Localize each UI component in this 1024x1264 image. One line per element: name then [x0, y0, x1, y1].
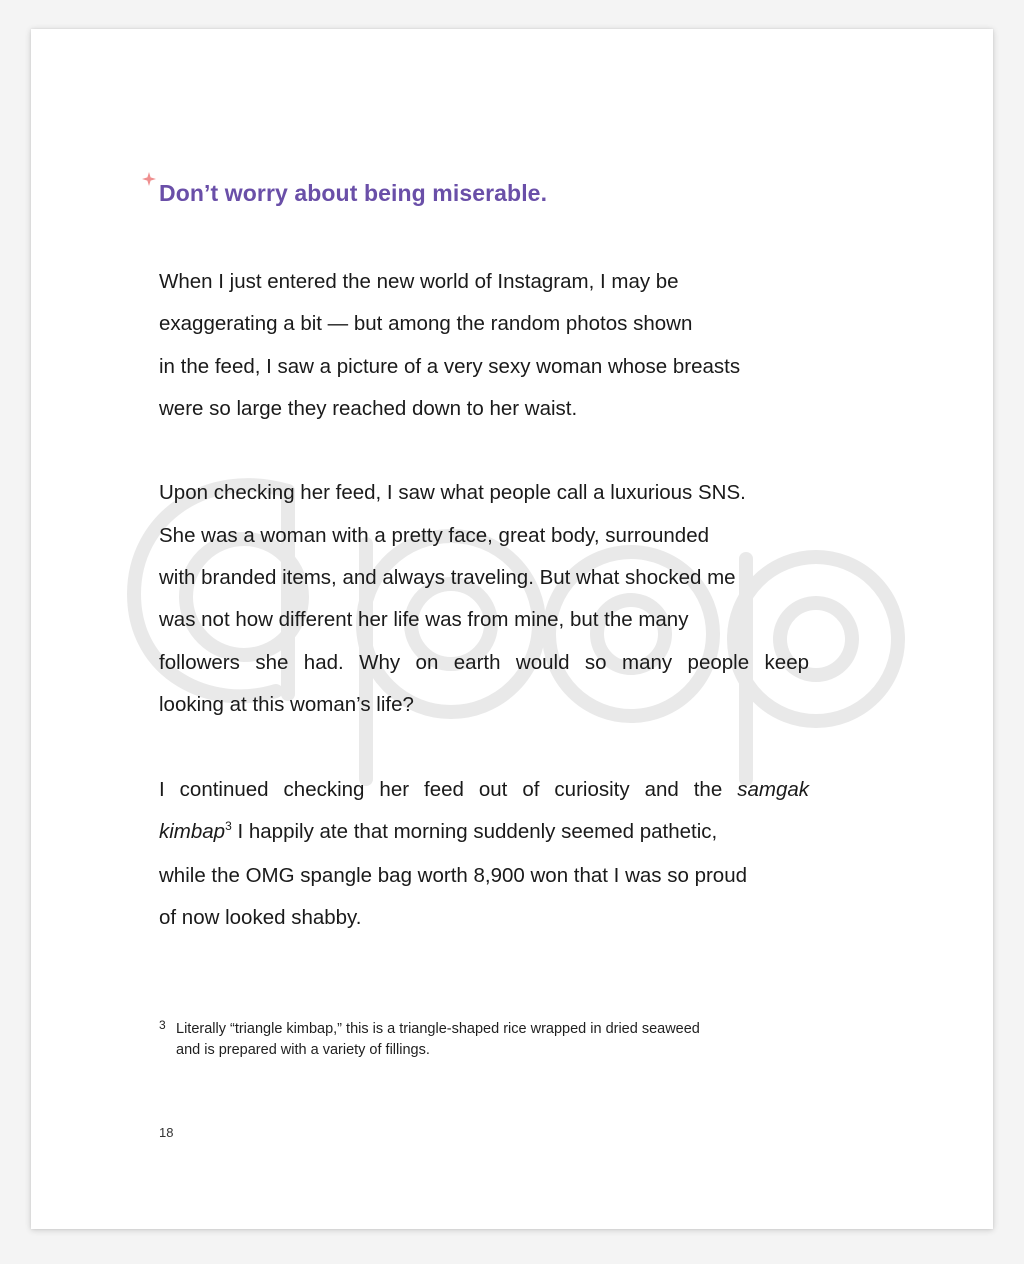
page-number: 18 — [159, 1125, 174, 1140]
italic-term: kimbap — [159, 819, 226, 843]
footnote-line: and is prepared with a variety of fillings. — [176, 1042, 430, 1058]
footnote — [159, 1019, 799, 1061]
text-line — [159, 811, 809, 855]
text-line: When I just entered the new world of Instagram, I may be — [159, 270, 679, 293]
footnote-reference[interactable]: 3 — [225, 818, 232, 833]
italic-term: samgak — [737, 777, 810, 801]
text-line: of now looked shabby. — [159, 906, 362, 930]
text-line: looking at this woman’s life? — [159, 692, 414, 716]
text-segment: I continued checking her feed out of curiosity and the — [159, 777, 723, 801]
body-text — [159, 261, 809, 982]
footnote-number: 3 — [159, 1018, 166, 1032]
text-line: She was a woman with a pretty face, great body, surrounded — [159, 523, 710, 547]
text-line: Upon checking her feed, I saw what people call a luxurious SNS. — [159, 481, 746, 505]
paragraph-1 — [159, 261, 809, 430]
paragraph-2 — [159, 472, 809, 726]
text-line: in the feed, I saw a picture of a very sexy woman whose breasts — [159, 354, 741, 378]
text-line: while the OMG spangle bag worth 8,900 won that I was so proud — [159, 864, 748, 888]
text-segment: I happily ate that morning suddenly seemed pathetic, — [231, 819, 718, 843]
sparkle-icon — [142, 172, 156, 186]
book-page — [31, 29, 993, 1229]
text-line: exaggerating a bit — but among the random photos shown — [159, 312, 693, 336]
text-line: were so large they reached down to her waist. — [159, 396, 578, 420]
text-line — [159, 769, 809, 811]
footnote-line: Literally “triangle kimbap,” this is a triangle-shaped rice wrapped in dried seaweed — [176, 1021, 700, 1037]
text-line: followers she had. Why on earth would so many people keep — [159, 650, 809, 674]
text-line: with branded items, and always traveling. But what shocked me — [159, 566, 736, 590]
text-line: was not how different her life was from mine, but the many — [159, 608, 689, 632]
paragraph-3 — [159, 769, 809, 940]
section-heading: Don’t worry about being miserable. — [159, 180, 548, 206]
